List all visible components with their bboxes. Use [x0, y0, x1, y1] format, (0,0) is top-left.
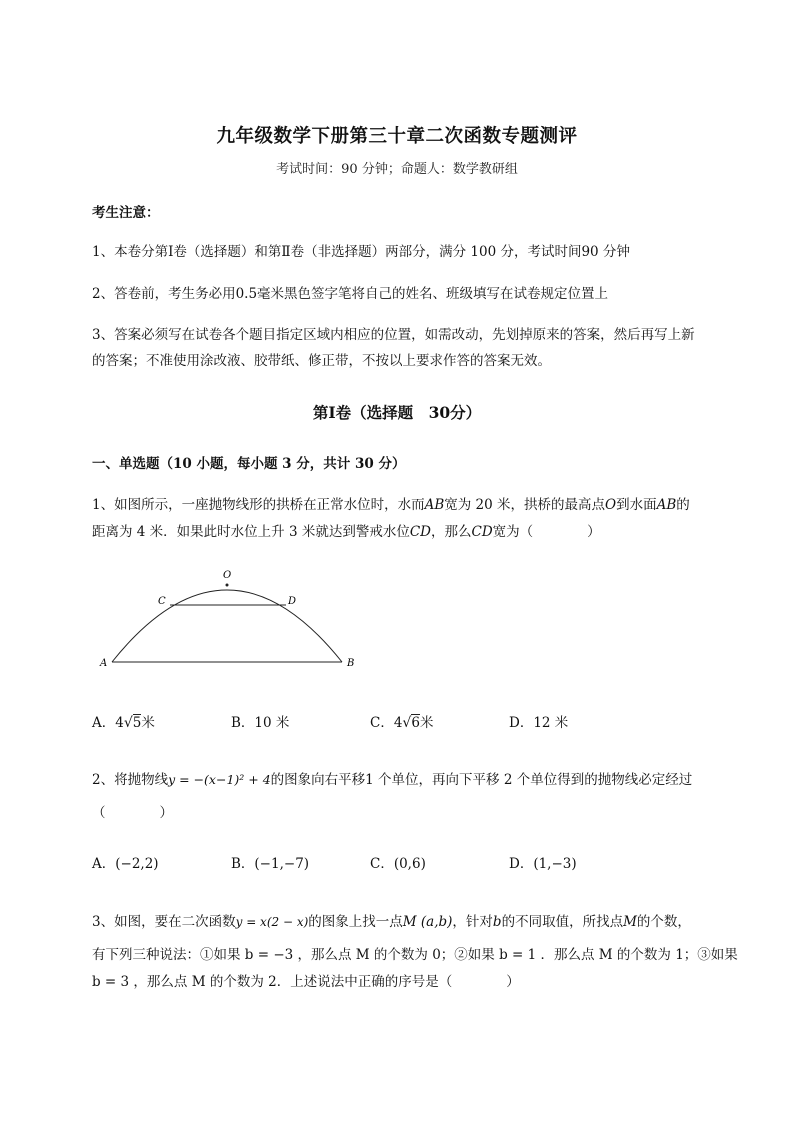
q1-option-c[interactable]: C．4√6米 [370, 715, 434, 731]
notice-item-3: 3、答案必须写在试卷各个题目指定区域内相应的位置，如需改动，先划掉原来的答案，然后再写上新 [92, 327, 695, 343]
q2-option-a[interactable]: A．(−2,2) [92, 856, 159, 872]
section-subheading: 一、单选题（10 小题，每小题 3 分，共计 30 分） [92, 456, 406, 472]
exam-info: 考试时间：90 分钟；命题人：数学教研组 [276, 162, 518, 177]
question-1-line-1: 1、如图所示，一座抛物线形的拱桥在正常水位时，水而AB宽为 20 米，拱桥的最高点O到水面AB的 [92, 497, 690, 513]
notice-item-2: 2、答卷前，考生务必用0.5毫米黑色签字笔将自己的姓名、班级填写在试卷规定位置上 [92, 286, 609, 302]
q1-option-b[interactable]: B．10 米 [231, 715, 290, 731]
notice-item-1: 1、本卷分第Ⅰ卷（选择题）和第Ⅱ卷（非选择题）两部分，满分 100 分，考试时间90 分钟 [92, 244, 630, 260]
label-a: A [100, 658, 108, 669]
q2-option-c[interactable]: C．(0,6) [370, 856, 426, 872]
q2-option-b[interactable]: B．(−1,−7) [231, 856, 310, 872]
question-2-line-2: （ ） [92, 805, 173, 821]
label-o: O [223, 570, 232, 581]
question-3-line-2: 有下列三种说法：①如果 b = −3 ，那么点 M 的个数为 0；②如果 b = 1 ．那么点 M 的个数为 1；③如果 [92, 947, 738, 963]
question-3-line-1: 3、如图，要在二次函数y = x(2 − x)的图象上找一点M (a,b)，针对b的不同取值，所找点M的个数， [92, 914, 691, 930]
notice-item-3-cont: 的答案；不准使用涂改液、胶带纸、修正带，不按以上要求作答的答案无效。 [92, 353, 551, 369]
notice-heading: 考生注意： [92, 205, 160, 221]
question-1-line-2: 距离为 4 米．如果此时水位上升 3 米就达到警戒水位CD，那么CD宽为（ ） [92, 524, 601, 540]
label-c: C [158, 596, 166, 607]
question-2-line-1: 2、将抛物线y = −(x−1)² + 4的图象向右平移1 个单位，再向下平移 2 个单位得到的抛物线必定经过 [92, 772, 693, 788]
bridge-arch-figure [92, 560, 362, 675]
section-title: 第Ⅰ卷（选择题 30分） [312, 403, 482, 422]
q1-option-d[interactable]: D．12 米 [509, 715, 569, 731]
q1-option-a[interactable]: A．4√5米 [92, 715, 155, 731]
label-b: B [347, 658, 355, 669]
label-d: D [288, 596, 297, 607]
question-3-line-3: b = 3 ，那么点 M 的个数为 2．上述说法中正确的序号是（ ） [92, 974, 520, 990]
q2-option-d[interactable]: D．(1,−3) [509, 856, 577, 872]
page-title: 九年级数学下册第三十章二次函数专题测评 [216, 126, 578, 147]
